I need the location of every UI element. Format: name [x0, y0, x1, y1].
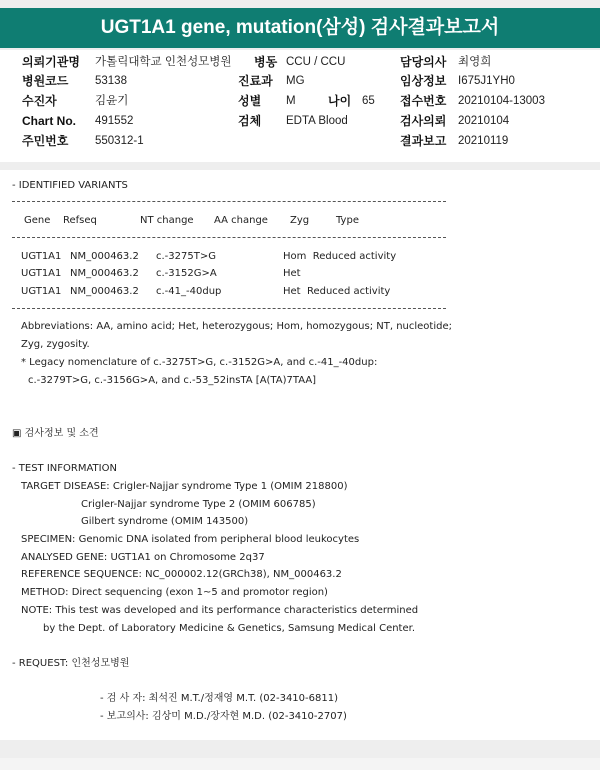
request-date-label: 검사의뢰	[400, 114, 447, 128]
row-gene: UGT1A1	[21, 286, 62, 297]
examiner-line: - 검 사 자: 최석진 M.T./정재영 M.T. (02-3410-6811)	[100, 693, 338, 704]
patient-label: 수진자	[22, 94, 57, 108]
info-section-title: ▣ 검사정보 및 소견	[12, 428, 99, 439]
doctor-value: 최영희	[458, 56, 492, 68]
report-title: UGT1A1 gene, mutation(삼성) 검사결과보고서	[0, 8, 600, 48]
row-gene: UGT1A1	[21, 251, 62, 262]
note-line-2: by the Dept. of Laboratory Medicine & Genetics, Samsung Medical Center.	[43, 623, 416, 634]
clinical-value: I675J1YH0	[458, 75, 515, 87]
sex-value: M	[286, 95, 296, 107]
row-zyg-type: Het Reduced activity	[283, 286, 391, 297]
row-zyg-type: Het	[283, 268, 301, 279]
hospital-value: 가톨릭대학교 인천성모병원	[95, 56, 232, 68]
receipt-value: 20210104-13003	[458, 95, 545, 107]
row-nt: c.-3275T>G	[156, 251, 216, 262]
chart-label: Chart No.	[22, 114, 76, 128]
code-value: 53138	[95, 75, 127, 87]
col-zyg: Zyg	[290, 215, 310, 226]
specimen-line: SPECIMEN: Genomic DNA isolated from peripheral blood leukocytes	[21, 534, 360, 545]
divider	[12, 308, 446, 309]
divider	[12, 201, 446, 202]
analysed-gene-line: ANALYSED GENE: UGT1A1 on Chromosome 2q37	[21, 552, 265, 563]
chart-value: 491552	[95, 115, 134, 127]
variants-section-title: - IDENTIFIED VARIANTS	[12, 180, 128, 191]
target-disease-2: Crigler-Najjar syndrome Type 2 (OMIM 606785)	[81, 499, 316, 510]
row-refseq: NM_000463.2	[70, 251, 139, 262]
age-value: 65	[362, 95, 375, 107]
col-aa-change: AA change	[214, 215, 268, 226]
test-info-title: - TEST INFORMATION	[12, 463, 117, 474]
age-label: 나이	[328, 94, 352, 108]
report-date-value: 20210119	[458, 135, 509, 147]
target-disease-3: Gilbert syndrome (OMIM 143500)	[81, 516, 249, 527]
report-header	[0, 50, 600, 162]
col-nt-change: NT change	[140, 215, 194, 226]
specimen-value: EDTA Blood	[286, 115, 348, 127]
dept-value: MG	[286, 75, 305, 87]
patient-value: 김윤기	[95, 95, 129, 107]
note-line-1: NOTE: This test was developed and its performance characteristics determined	[21, 605, 419, 616]
ward-label: 병동	[254, 55, 278, 69]
specimen-label: 검체	[238, 114, 262, 128]
row-zyg-type: Hom Reduced activity	[283, 251, 397, 262]
method-line: METHOD: Direct sequencing (exon 1~5 and promotor region)	[21, 587, 328, 598]
request-line: - REQUEST: 인천성모병원	[12, 658, 130, 669]
id-value: 550312-1	[95, 135, 144, 147]
reference-line: REFERENCE SEQUENCE: NC_000002.12(GRCh38), NM_000463.2	[21, 569, 342, 580]
row-refseq: NM_000463.2	[70, 286, 139, 297]
row-nt: c.-41_-40dup	[156, 286, 222, 297]
clinical-label: 임상정보	[400, 74, 447, 88]
col-type: Type	[336, 215, 359, 226]
row-gene: UGT1A1	[21, 268, 62, 279]
id-label: 주민번호	[22, 134, 69, 148]
divider	[12, 237, 446, 238]
abbreviations-line-2: Zyg, zygosity.	[21, 339, 90, 350]
col-gene: Gene	[24, 215, 51, 226]
reporter-line: - 보고의사: 김상미 M.D./장자현 M.D. (02-3410-2707)	[100, 711, 347, 722]
footer-strip	[0, 758, 600, 770]
sex-label: 성별	[238, 94, 262, 108]
report-body	[0, 170, 600, 740]
receipt-label: 접수번호	[400, 94, 447, 108]
abbreviations-line-1: Abbreviations: AA, amino acid; Het, heterozygous; Hom, homozygous; NT, nucleotide;	[21, 321, 452, 332]
row-nt: c.-3152G>A	[156, 268, 217, 279]
doctor-label: 담당의사	[400, 55, 447, 69]
target-disease-1: TARGET DISEASE: Crigler-Najjar syndrome Type 1 (OMIM 218800)	[21, 481, 348, 492]
row-refseq: NM_000463.2	[70, 268, 139, 279]
code-label: 병원코드	[22, 74, 69, 88]
report-date-label: 결과보고	[400, 134, 447, 148]
legacy-line-2: c.-3279T>G, c.-3156G>A, and c.-53_52insTA [A(TA)7TAA]	[28, 375, 317, 386]
col-refseq: Refseq	[63, 215, 97, 226]
dept-label: 진료과	[238, 74, 273, 88]
hospital-label: 의뢰기관명	[22, 55, 80, 69]
ward-value: CCU / CCU	[286, 56, 346, 68]
request-date-value: 20210104	[458, 115, 510, 127]
legacy-line-1: * Legacy nomenclature of c.-3275T>G, c.-3152G>A, and c.-41_-40dup:	[21, 357, 378, 368]
